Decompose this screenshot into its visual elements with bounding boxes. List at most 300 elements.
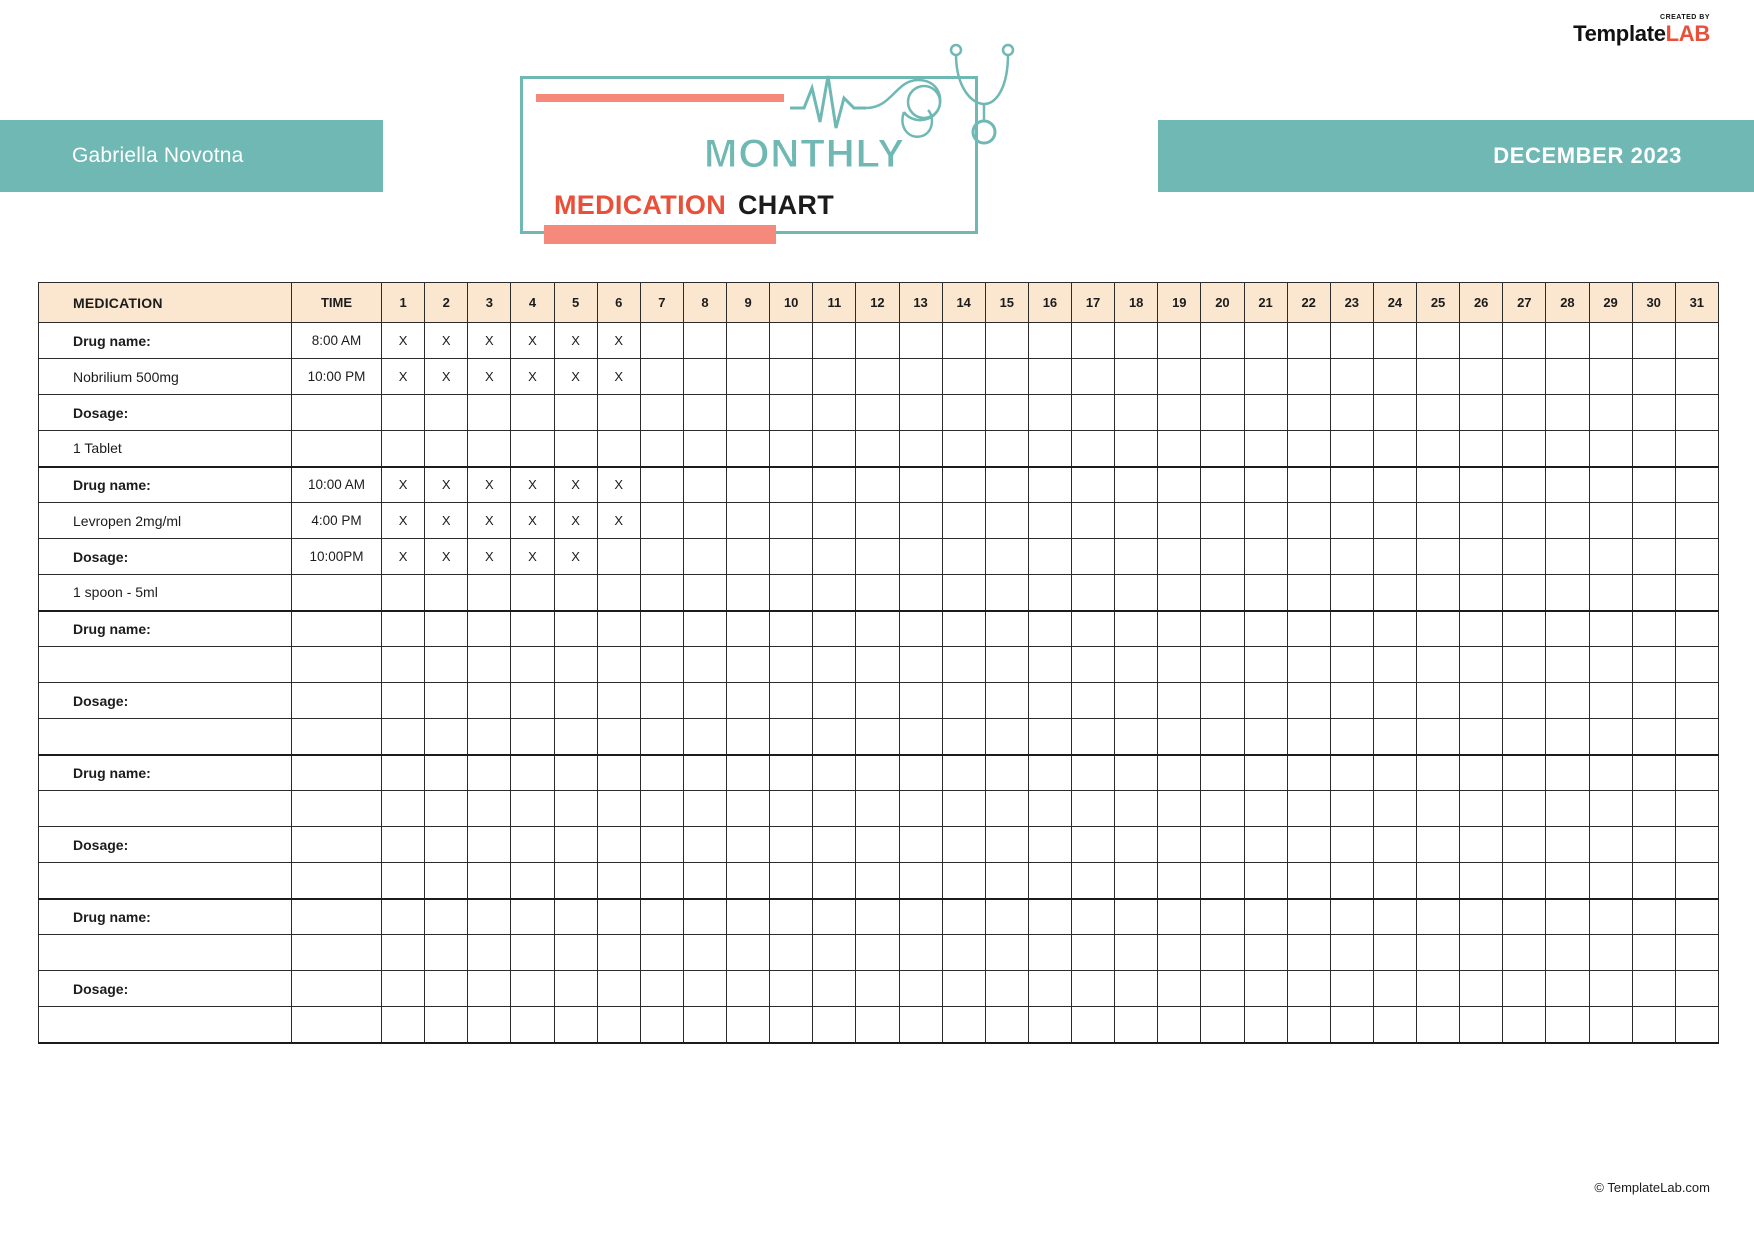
day-cell[interactable] [1675, 971, 1718, 1007]
day-cell[interactable] [1460, 359, 1503, 395]
day-cell[interactable] [554, 827, 597, 863]
day-cell[interactable] [1287, 431, 1330, 467]
day-cell[interactable] [813, 899, 856, 935]
day-cell[interactable] [1287, 791, 1330, 827]
time-cell[interactable] [292, 683, 382, 719]
day-cell[interactable] [382, 755, 425, 791]
day-cell[interactable] [1632, 359, 1675, 395]
day-cell[interactable] [1244, 1007, 1287, 1043]
day-cell[interactable] [1460, 899, 1503, 935]
day-cell[interactable] [899, 899, 942, 935]
day-cell[interactable] [1546, 971, 1589, 1007]
day-cell[interactable] [1417, 755, 1460, 791]
day-cell[interactable] [1201, 539, 1244, 575]
day-cell[interactable] [640, 719, 683, 755]
day-cell[interactable] [1503, 395, 1546, 431]
day-cell[interactable] [770, 683, 813, 719]
time-cell[interactable] [292, 827, 382, 863]
day-cell[interactable] [597, 395, 640, 431]
day-cell[interactable] [1460, 323, 1503, 359]
row-label[interactable]: Dosage: [39, 539, 292, 575]
day-cell[interactable]: X [554, 359, 597, 395]
day-cell[interactable] [727, 791, 770, 827]
day-cell[interactable] [1028, 467, 1071, 503]
day-cell[interactable] [554, 683, 597, 719]
day-cell[interactable]: X [468, 539, 511, 575]
day-cell[interactable] [856, 431, 899, 467]
day-cell[interactable] [1589, 683, 1632, 719]
day-cell[interactable] [1115, 719, 1158, 755]
day-cell[interactable] [425, 719, 468, 755]
day-cell[interactable] [1417, 1007, 1460, 1043]
day-cell[interactable] [382, 791, 425, 827]
day-cell[interactable] [1244, 647, 1287, 683]
day-cell[interactable] [1675, 863, 1718, 899]
day-cell[interactable] [1201, 503, 1244, 539]
day-cell[interactable] [468, 1007, 511, 1043]
day-cell[interactable] [1072, 899, 1115, 935]
day-cell[interactable] [727, 575, 770, 611]
day-cell[interactable] [899, 791, 942, 827]
day-cell[interactable]: X [382, 467, 425, 503]
day-cell[interactable] [640, 359, 683, 395]
day-cell[interactable] [856, 791, 899, 827]
day-cell[interactable] [1460, 647, 1503, 683]
day-cell[interactable] [640, 899, 683, 935]
day-cell[interactable] [813, 323, 856, 359]
day-cell[interactable] [1072, 827, 1115, 863]
day-cell[interactable]: X [554, 539, 597, 575]
day-cell[interactable] [1589, 503, 1632, 539]
day-cell[interactable] [813, 359, 856, 395]
day-cell[interactable] [899, 323, 942, 359]
day-cell[interactable]: X [511, 323, 554, 359]
day-cell[interactable] [554, 647, 597, 683]
day-cell[interactable] [554, 899, 597, 935]
day-cell[interactable]: X [554, 467, 597, 503]
day-cell[interactable] [899, 827, 942, 863]
day-cell[interactable] [813, 755, 856, 791]
day-cell[interactable] [1503, 431, 1546, 467]
day-cell[interactable] [382, 395, 425, 431]
day-cell[interactable] [382, 827, 425, 863]
day-cell[interactable] [468, 755, 511, 791]
day-cell[interactable] [1373, 971, 1416, 1007]
day-cell[interactable] [985, 827, 1028, 863]
day-cell[interactable] [942, 395, 985, 431]
time-cell[interactable]: 8:00 AM [292, 323, 382, 359]
day-cell[interactable] [468, 971, 511, 1007]
day-cell[interactable] [511, 1007, 554, 1043]
day-cell[interactable] [1503, 719, 1546, 755]
day-cell[interactable] [985, 935, 1028, 971]
day-cell[interactable] [1546, 467, 1589, 503]
day-cell[interactable] [1675, 467, 1718, 503]
day-cell[interactable] [1287, 503, 1330, 539]
day-cell[interactable] [1503, 971, 1546, 1007]
day-cell[interactable] [770, 359, 813, 395]
day-cell[interactable] [425, 863, 468, 899]
day-cell[interactable] [1115, 611, 1158, 647]
day-cell[interactable] [1072, 323, 1115, 359]
day-cell[interactable] [1417, 431, 1460, 467]
day-cell[interactable] [899, 395, 942, 431]
day-cell[interactable] [1373, 467, 1416, 503]
time-cell[interactable] [292, 575, 382, 611]
day-cell[interactable] [770, 899, 813, 935]
day-cell[interactable] [1675, 395, 1718, 431]
day-cell[interactable] [1589, 791, 1632, 827]
day-cell[interactable] [1632, 791, 1675, 827]
day-cell[interactable] [1373, 899, 1416, 935]
row-label[interactable]: Dosage: [39, 683, 292, 719]
day-cell[interactable] [468, 791, 511, 827]
day-cell[interactable] [985, 683, 1028, 719]
day-cell[interactable] [640, 323, 683, 359]
day-cell[interactable] [425, 755, 468, 791]
day-cell[interactable] [554, 719, 597, 755]
day-cell[interactable] [942, 935, 985, 971]
row-value[interactable] [39, 935, 292, 971]
day-cell[interactable] [1675, 827, 1718, 863]
day-cell[interactable] [597, 971, 640, 1007]
day-cell[interactable] [1028, 863, 1071, 899]
day-cell[interactable] [1244, 899, 1287, 935]
day-cell[interactable]: X [382, 359, 425, 395]
day-cell[interactable] [942, 539, 985, 575]
day-cell[interactable] [770, 935, 813, 971]
day-cell[interactable] [1330, 323, 1373, 359]
day-cell[interactable] [856, 467, 899, 503]
day-cell[interactable] [1330, 611, 1373, 647]
day-cell[interactable] [597, 755, 640, 791]
day-cell[interactable] [856, 323, 899, 359]
day-cell[interactable] [770, 719, 813, 755]
day-cell[interactable] [1244, 323, 1287, 359]
day-cell[interactable] [1115, 827, 1158, 863]
day-cell[interactable] [683, 431, 726, 467]
day-cell[interactable] [1503, 611, 1546, 647]
day-cell[interactable] [1287, 827, 1330, 863]
day-cell[interactable] [554, 575, 597, 611]
day-cell[interactable] [1072, 539, 1115, 575]
time-cell[interactable] [292, 971, 382, 1007]
time-cell[interactable]: 10:00PM [292, 539, 382, 575]
day-cell[interactable] [1287, 323, 1330, 359]
time-cell[interactable] [292, 1007, 382, 1043]
day-cell[interactable] [468, 395, 511, 431]
day-cell[interactable] [1589, 863, 1632, 899]
day-cell[interactable] [985, 971, 1028, 1007]
row-label[interactable]: Dosage: [39, 971, 292, 1007]
day-cell[interactable] [942, 1007, 985, 1043]
day-cell[interactable] [1373, 755, 1416, 791]
day-cell[interactable] [985, 755, 1028, 791]
day-cell[interactable] [1589, 431, 1632, 467]
day-cell[interactable] [899, 359, 942, 395]
day-cell[interactable] [1201, 431, 1244, 467]
day-cell[interactable] [1287, 899, 1330, 935]
day-cell[interactable] [1417, 899, 1460, 935]
day-cell[interactable] [1373, 359, 1416, 395]
day-cell[interactable]: X [425, 323, 468, 359]
day-cell[interactable] [554, 755, 597, 791]
day-cell[interactable] [942, 863, 985, 899]
day-cell[interactable] [1460, 575, 1503, 611]
day-cell[interactable]: X [425, 359, 468, 395]
day-cell[interactable] [727, 611, 770, 647]
day-cell[interactable] [1675, 611, 1718, 647]
day-cell[interactable] [813, 683, 856, 719]
day-cell[interactable] [727, 971, 770, 1007]
day-cell[interactable] [1287, 359, 1330, 395]
day-cell[interactable] [1460, 431, 1503, 467]
day-cell[interactable] [1244, 539, 1287, 575]
day-cell[interactable] [1330, 683, 1373, 719]
day-cell[interactable] [770, 467, 813, 503]
day-cell[interactable] [1632, 611, 1675, 647]
day-cell[interactable] [468, 611, 511, 647]
day-cell[interactable] [1028, 683, 1071, 719]
day-cell[interactable] [1158, 503, 1201, 539]
time-cell[interactable] [292, 791, 382, 827]
row-label[interactable]: Dosage: [39, 827, 292, 863]
day-cell[interactable] [1589, 575, 1632, 611]
day-cell[interactable]: X [382, 539, 425, 575]
day-cell[interactable] [1330, 755, 1373, 791]
day-cell[interactable] [683, 395, 726, 431]
day-cell[interactable]: X [382, 323, 425, 359]
day-cell[interactable] [1632, 503, 1675, 539]
day-cell[interactable] [1244, 575, 1287, 611]
day-cell[interactable] [985, 467, 1028, 503]
day-cell[interactable] [1417, 611, 1460, 647]
day-cell[interactable] [770, 611, 813, 647]
day-cell[interactable] [1287, 683, 1330, 719]
day-cell[interactable] [597, 935, 640, 971]
day-cell[interactable] [640, 827, 683, 863]
day-cell[interactable] [640, 395, 683, 431]
day-cell[interactable] [1115, 431, 1158, 467]
day-cell[interactable] [1201, 395, 1244, 431]
day-cell[interactable] [597, 719, 640, 755]
day-cell[interactable]: X [425, 503, 468, 539]
day-cell[interactable] [554, 431, 597, 467]
day-cell[interactable] [1373, 719, 1416, 755]
day-cell[interactable] [1460, 467, 1503, 503]
day-cell[interactable] [1632, 647, 1675, 683]
day-cell[interactable] [1546, 575, 1589, 611]
day-cell[interactable] [1417, 935, 1460, 971]
day-cell[interactable] [640, 503, 683, 539]
day-cell[interactable]: X [511, 503, 554, 539]
day-cell[interactable] [942, 431, 985, 467]
time-cell[interactable] [292, 863, 382, 899]
day-cell[interactable] [813, 575, 856, 611]
day-cell[interactable] [1417, 323, 1460, 359]
day-cell[interactable]: X [554, 323, 597, 359]
day-cell[interactable] [1028, 359, 1071, 395]
day-cell[interactable] [640, 647, 683, 683]
row-value[interactable]: Nobrilium 500mg [39, 359, 292, 395]
day-cell[interactable] [1373, 827, 1416, 863]
day-cell[interactable] [683, 935, 726, 971]
day-cell[interactable] [1028, 791, 1071, 827]
day-cell[interactable] [1460, 827, 1503, 863]
day-cell[interactable] [856, 971, 899, 1007]
day-cell[interactable] [899, 539, 942, 575]
day-cell[interactable] [1115, 863, 1158, 899]
day-cell[interactable] [1373, 647, 1416, 683]
day-cell[interactable] [425, 791, 468, 827]
day-cell[interactable] [1028, 539, 1071, 575]
day-cell[interactable] [1158, 755, 1201, 791]
day-cell[interactable] [1158, 467, 1201, 503]
day-cell[interactable] [1158, 395, 1201, 431]
day-cell[interactable] [1417, 683, 1460, 719]
day-cell[interactable] [468, 431, 511, 467]
day-cell[interactable] [1632, 1007, 1675, 1043]
day-cell[interactable] [899, 863, 942, 899]
day-cell[interactable] [1072, 575, 1115, 611]
day-cell[interactable] [1244, 755, 1287, 791]
day-cell[interactable] [1201, 323, 1244, 359]
day-cell[interactable] [1244, 395, 1287, 431]
day-cell[interactable] [1675, 431, 1718, 467]
day-cell[interactable] [727, 863, 770, 899]
day-cell[interactable] [942, 467, 985, 503]
day-cell[interactable] [468, 899, 511, 935]
day-cell[interactable] [1158, 647, 1201, 683]
day-cell[interactable] [1158, 1007, 1201, 1043]
day-cell[interactable] [770, 971, 813, 1007]
day-cell[interactable] [1503, 575, 1546, 611]
day-cell[interactable]: X [511, 539, 554, 575]
day-cell[interactable] [1373, 539, 1416, 575]
day-cell[interactable] [683, 827, 726, 863]
day-cell[interactable] [1072, 719, 1115, 755]
day-cell[interactable] [1287, 575, 1330, 611]
day-cell[interactable] [770, 647, 813, 683]
day-cell[interactable] [942, 971, 985, 1007]
day-cell[interactable] [856, 899, 899, 935]
day-cell[interactable] [899, 503, 942, 539]
day-cell[interactable] [1503, 755, 1546, 791]
day-cell[interactable] [1330, 899, 1373, 935]
day-cell[interactable] [942, 611, 985, 647]
day-cell[interactable] [1675, 503, 1718, 539]
row-label[interactable]: Drug name: [39, 899, 292, 935]
day-cell[interactable] [1072, 755, 1115, 791]
day-cell[interactable] [640, 431, 683, 467]
day-cell[interactable] [1503, 791, 1546, 827]
row-value[interactable] [39, 719, 292, 755]
day-cell[interactable] [1417, 467, 1460, 503]
day-cell[interactable] [554, 611, 597, 647]
day-cell[interactable] [1373, 575, 1416, 611]
day-cell[interactable] [1158, 323, 1201, 359]
time-cell[interactable] [292, 395, 382, 431]
day-cell[interactable] [899, 971, 942, 1007]
day-cell[interactable] [770, 1007, 813, 1043]
day-cell[interactable] [985, 791, 1028, 827]
day-cell[interactable] [856, 539, 899, 575]
day-cell[interactable] [1330, 359, 1373, 395]
day-cell[interactable] [1503, 323, 1546, 359]
day-cell[interactable] [1417, 827, 1460, 863]
day-cell[interactable] [1417, 791, 1460, 827]
row-label[interactable]: Drug name: [39, 323, 292, 359]
day-cell[interactable] [1373, 431, 1416, 467]
day-cell[interactable] [770, 503, 813, 539]
time-cell[interactable] [292, 935, 382, 971]
day-cell[interactable] [1244, 611, 1287, 647]
day-cell[interactable] [683, 359, 726, 395]
day-cell[interactable] [1675, 719, 1718, 755]
day-cell[interactable] [985, 899, 1028, 935]
day-cell[interactable] [1460, 1007, 1503, 1043]
day-cell[interactable] [727, 899, 770, 935]
day-cell[interactable] [1244, 431, 1287, 467]
day-cell[interactable] [1546, 323, 1589, 359]
day-cell[interactable] [683, 575, 726, 611]
day-cell[interactable] [1201, 899, 1244, 935]
day-cell[interactable] [1201, 827, 1244, 863]
day-cell[interactable] [985, 1007, 1028, 1043]
day-cell[interactable] [813, 971, 856, 1007]
day-cell[interactable] [468, 575, 511, 611]
day-cell[interactable] [985, 539, 1028, 575]
day-cell[interactable] [1115, 791, 1158, 827]
row-value[interactable]: 1 spoon - 5ml [39, 575, 292, 611]
day-cell[interactable] [1244, 503, 1287, 539]
day-cell[interactable] [1373, 935, 1416, 971]
day-cell[interactable] [1632, 323, 1675, 359]
day-cell[interactable] [1028, 647, 1071, 683]
day-cell[interactable] [1632, 539, 1675, 575]
day-cell[interactable] [1072, 503, 1115, 539]
day-cell[interactable] [813, 1007, 856, 1043]
day-cell[interactable] [1244, 359, 1287, 395]
day-cell[interactable] [1503, 359, 1546, 395]
day-cell[interactable] [1201, 575, 1244, 611]
day-cell[interactable] [1158, 359, 1201, 395]
day-cell[interactable] [1244, 935, 1287, 971]
day-cell[interactable] [1158, 539, 1201, 575]
day-cell[interactable] [899, 575, 942, 611]
day-cell[interactable] [813, 431, 856, 467]
day-cell[interactable] [1675, 683, 1718, 719]
day-cell[interactable] [1244, 971, 1287, 1007]
day-cell[interactable] [1072, 431, 1115, 467]
day-cell[interactable] [554, 791, 597, 827]
day-cell[interactable] [1158, 971, 1201, 1007]
day-cell[interactable] [597, 899, 640, 935]
row-value[interactable] [39, 791, 292, 827]
day-cell[interactable] [1675, 575, 1718, 611]
day-cell[interactable] [683, 683, 726, 719]
day-cell[interactable] [1503, 1007, 1546, 1043]
day-cell[interactable] [1028, 719, 1071, 755]
day-cell[interactable] [1373, 683, 1416, 719]
day-cell[interactable] [1115, 647, 1158, 683]
time-cell[interactable] [292, 899, 382, 935]
day-cell[interactable] [942, 899, 985, 935]
day-cell[interactable] [727, 539, 770, 575]
day-cell[interactable] [1503, 683, 1546, 719]
day-cell[interactable] [813, 503, 856, 539]
day-cell[interactable] [1287, 863, 1330, 899]
